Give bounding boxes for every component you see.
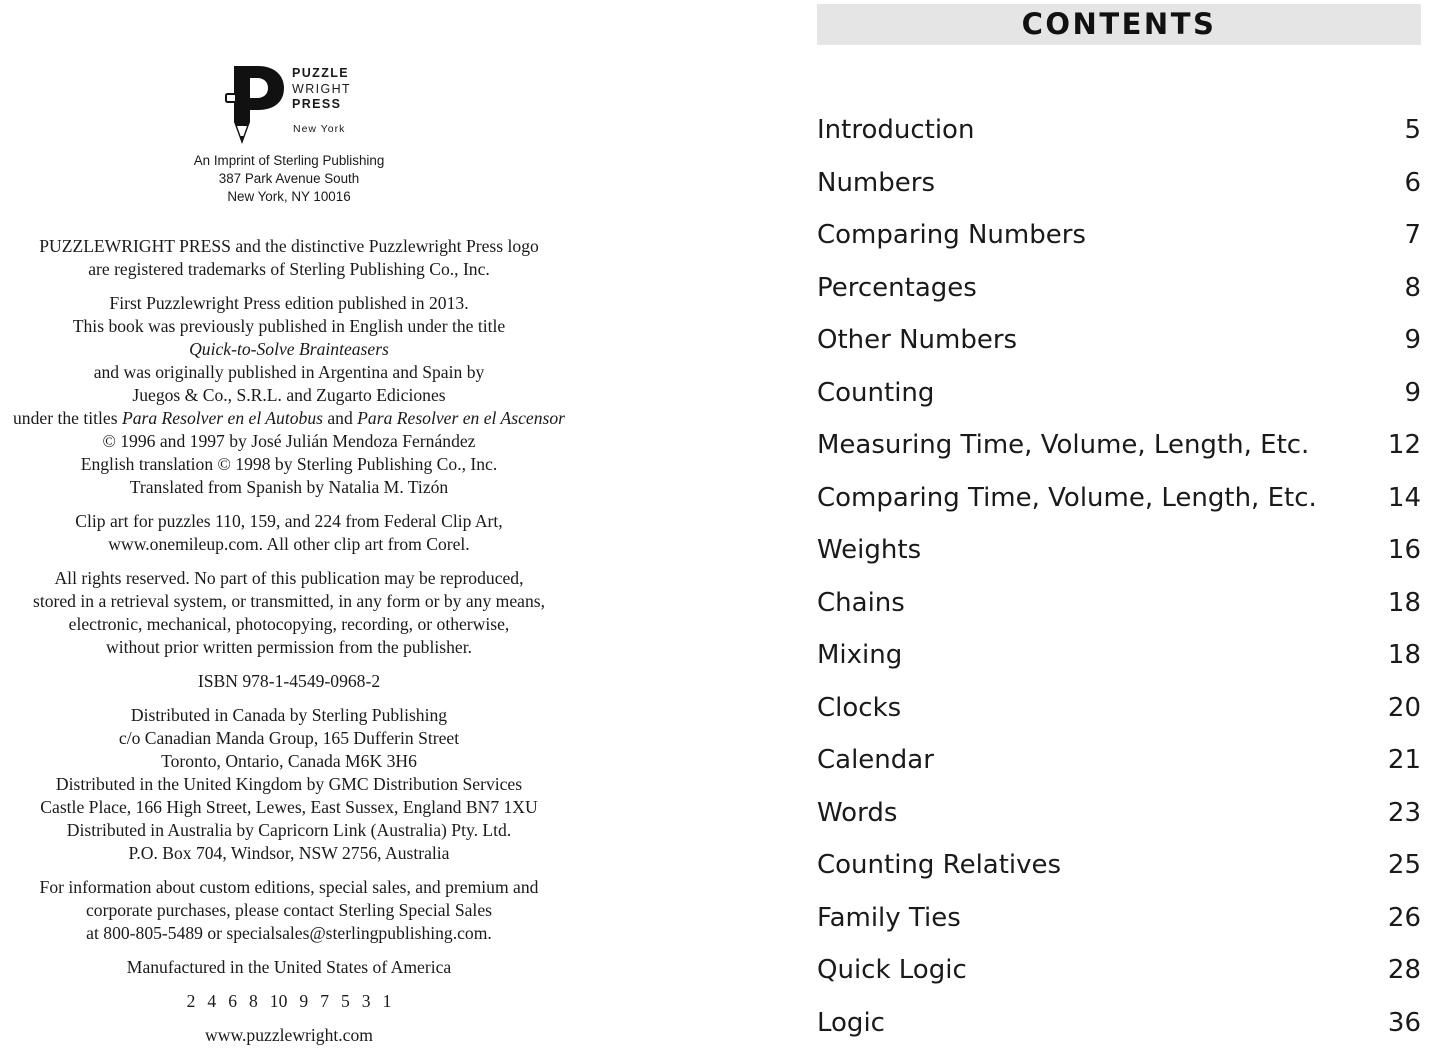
toc-entry[interactable]: [817, 682, 1421, 735]
toc-title: Weights: [817, 535, 922, 565]
toc-entry[interactable]: [817, 629, 1421, 682]
toc-page-number: 20: [1387, 692, 1421, 723]
sales-paragraph: [0, 876, 578, 945]
toc-entry[interactable]: [817, 524, 1421, 577]
toc-entry[interactable]: [817, 577, 1421, 630]
copyright-text: [0, 235, 578, 1058]
printing-digit: 8: [249, 991, 258, 1011]
text-line: © 1996 and 1997 by José Julián Mendoza Fernández: [102, 431, 476, 451]
imprint-line: New York, NY 10016: [227, 189, 351, 204]
text-line: without prior written permission from the publisher.: [106, 637, 472, 657]
toc-title: Introduction: [817, 115, 975, 145]
toc-page-number: 25: [1387, 850, 1421, 880]
text-line: Castle Place, 166 High Street, Lewes, East Sussex, England BN7 1XU: [40, 797, 538, 817]
toc-entry[interactable]: [817, 104, 1421, 157]
toc-entry[interactable]: [817, 157, 1421, 210]
text-line: English translation © 1998 by Sterling Publishing Co., Inc.: [80, 454, 498, 474]
text-line: Translated from Spanish by Natalia M. Tizón: [129, 477, 449, 497]
toc-entry[interactable]: [817, 997, 1421, 1050]
toc-title: Comparing Numbers: [817, 220, 1086, 250]
toc-page-number: 21: [1387, 745, 1421, 775]
toc-page-number: 16: [1387, 535, 1421, 565]
text-line: Toronto, Ontario, Canada M6K 3H6: [161, 751, 417, 771]
logo-word-2: WRIGHT: [292, 82, 352, 96]
text-line: electronic, mechanical, photocopying, recording, or otherwise,: [68, 614, 510, 634]
printing-digit: 6: [228, 991, 237, 1011]
toc-page-number: 9: [1404, 325, 1421, 355]
text-line: Manufactured in the United States of America: [126, 957, 452, 977]
website: [0, 1024, 578, 1047]
text-line: Distributed in Canada by Sterling Publishing: [130, 705, 448, 725]
toc-page-number: 18: [1387, 640, 1421, 670]
manufactured-line: [0, 956, 578, 979]
text-line: Distributed in the United Kingdom by GMC Distribution Services: [55, 774, 523, 794]
logo-word-3: PRESS: [292, 97, 342, 111]
toc-title: Family Ties: [817, 902, 961, 933]
toc-title: Clocks: [817, 692, 902, 723]
rights-paragraph: [0, 567, 578, 659]
copyright-page: [0, 0, 578, 1057]
text-line: Distributed in Australia by Capricorn Link (Australia) Pty. Ltd.: [66, 820, 512, 840]
toc-entry[interactable]: [817, 787, 1421, 840]
toc-page-number: 6: [1404, 167, 1421, 198]
toc-title: Logic: [817, 1007, 885, 1038]
toc-page-number: 9: [1404, 377, 1421, 408]
logo-city: New York: [293, 123, 346, 135]
isbn: [0, 670, 578, 693]
toc-entry[interactable]: [817, 472, 1421, 525]
page-title: CONTENTS: [1021, 7, 1217, 41]
printing-digit: 7: [320, 991, 329, 1011]
imprint-line: 387 Park Avenue South: [218, 171, 360, 186]
table-of-contents: [817, 104, 1421, 1049]
trademark-paragraph: [0, 235, 578, 281]
distribution-paragraph: [0, 704, 578, 865]
printing-digit: 5: [340, 991, 350, 1011]
text-line: P.O. Box 704, Windsor, NSW 2756, Australia: [128, 843, 450, 863]
toc-page-number: 18: [1387, 587, 1421, 618]
toc-entry[interactable]: [817, 419, 1421, 472]
text-line: First Puzzlewright Press edition published in 2013.: [109, 293, 469, 313]
text-line: www.onemileup.com. All other clip art from Corel.: [108, 534, 470, 554]
toc-title: Comparing Time, Volume, Length, Etc.: [817, 482, 1317, 513]
printing-digit: 10: [269, 991, 288, 1011]
printing-digit: 3: [361, 991, 371, 1011]
toc-title: Percentages: [817, 272, 977, 303]
toc-title: Chains: [817, 587, 905, 618]
text-line: Clip art for puzzles 110, 159, and 224 from Federal Clip Art,: [75, 511, 503, 531]
isbn-text: ISBN 978-1-4549-0968-2: [197, 671, 381, 691]
publisher-logo: [222, 62, 372, 152]
toc-entry[interactable]: [817, 892, 1421, 945]
text-line: are registered trademarks of Sterling Publishing Co., Inc.: [88, 259, 490, 279]
imprint-line: An Imprint of Sterling Publishing: [193, 153, 385, 168]
printing-digit: 4: [207, 991, 217, 1011]
printing-digit: 1: [382, 991, 392, 1011]
clipart-paragraph: [0, 510, 578, 556]
website-text: www.puzzlewright.com: [205, 1025, 373, 1045]
text-line: corporate purchases, please contact Sterling Special Sales: [86, 900, 492, 920]
toc-page-number: 36: [1387, 1007, 1421, 1038]
toc-entry[interactable]: [817, 734, 1421, 787]
text-line: at 800-805-5489 or specialsales@sterlingpublishing.com.: [86, 923, 492, 943]
contents-header-bar: [817, 4, 1421, 45]
toc-page-number: 28: [1387, 955, 1421, 985]
spanish-title-2: Para Resolver en el Ascensor: [357, 408, 565, 428]
text-line: c/o Canadian Manda Group, 165 Dufferin Street: [118, 728, 460, 748]
text-line: and was originally published in Argentina and Spain by: [93, 362, 485, 382]
toc-page-number: 14: [1387, 482, 1421, 513]
toc-title: Counting: [817, 377, 935, 408]
text-line: For information about custom editions, special sales, and premium and: [39, 877, 539, 897]
logo-word-1: PUZZLE: [292, 66, 350, 80]
toc-page-number: 5: [1404, 115, 1421, 145]
toc-entry[interactable]: [817, 944, 1421, 997]
toc-entry[interactable]: [817, 839, 1421, 892]
text-line: Juegos & Co., S.R.L. and Zugarto Ediciones: [132, 385, 446, 405]
toc-page-number: 8: [1404, 272, 1421, 303]
toc-page-number: 12: [1387, 430, 1421, 460]
text-line: under the titles Para Resolver en el Autobus and Para Resolver en el Ascensor: [13, 408, 565, 428]
printing-digit: 9: [299, 991, 309, 1011]
toc-title: Words: [817, 797, 898, 828]
imprint-address: [150, 152, 428, 206]
toc-entry[interactable]: [817, 314, 1421, 367]
printing-digit: 2: [186, 991, 196, 1011]
text-line: All rights reserved. No part of this publication may be reproduced,: [54, 568, 524, 588]
toc-title: Mixing: [817, 640, 903, 670]
toc-title: Numbers: [817, 167, 935, 198]
toc-page-number: 23: [1387, 797, 1421, 828]
toc-title: Calendar: [817, 745, 934, 775]
edition-paragraph: [0, 292, 578, 499]
toc-title: Other Numbers: [817, 325, 1018, 355]
toc-title: Quick Logic: [817, 955, 967, 985]
spanish-title-1: Para Resolver en el Autobus: [121, 408, 323, 428]
toc-entry[interactable]: [817, 262, 1421, 315]
text-line: PUZZLEWRIGHT PRESS and the distinctive Puzzlewright Press logo: [39, 236, 539, 256]
toc-entry[interactable]: [817, 209, 1421, 262]
text-line: This book was previously published in English under the title: [72, 316, 506, 336]
toc-page-number: 26: [1387, 902, 1421, 933]
toc-page-number: 7: [1404, 220, 1421, 250]
pencil-p-logo-icon: [222, 62, 292, 148]
original-title: Quick-to-Solve Brainteasers: [189, 339, 389, 359]
printing-line: [0, 990, 578, 1013]
text-line: stored in a retrieval system, or transmitted, in any form or by any means,: [32, 591, 546, 611]
toc-title: Measuring Time, Volume, Length, Etc.: [817, 430, 1310, 460]
toc-title: Counting Relatives: [817, 850, 1062, 880]
toc-entry[interactable]: [817, 367, 1421, 420]
